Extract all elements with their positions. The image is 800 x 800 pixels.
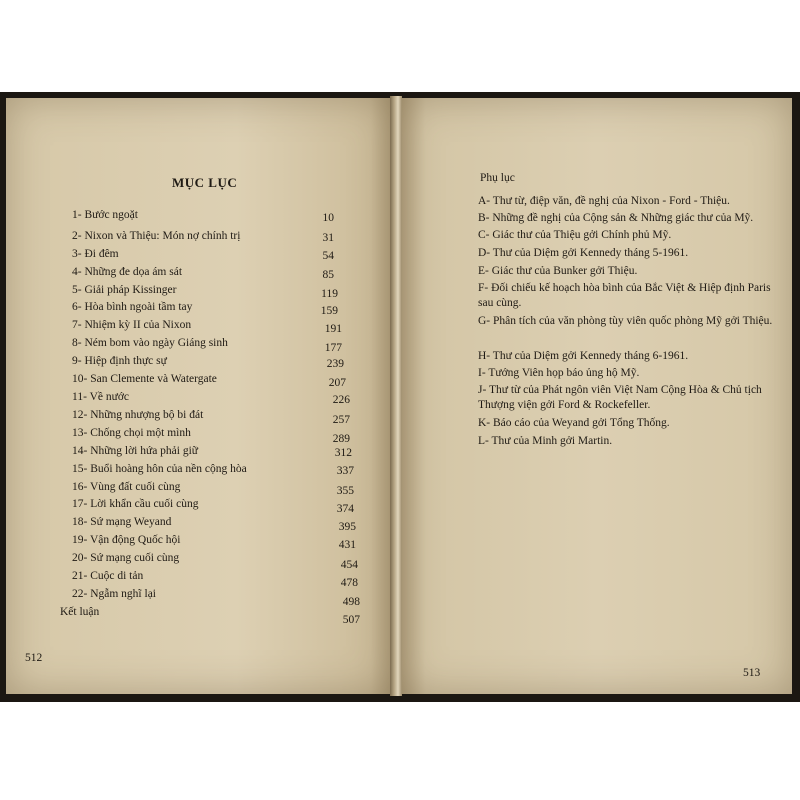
toc-entry-page: 10 [322,212,334,224]
toc-entry-page: 337 [336,465,354,477]
toc-entry-page: 31 [322,232,334,244]
toc-entry-label: 21- Cuộc di tản [72,570,144,582]
toc-entry-page: 478 [340,577,358,589]
appendix-item: B- Những đề nghị của Cộng sản & Những giác thư của Mỹ. [478,212,754,224]
appendix-item: E- Giác thư của Bunker gởi Thiệu. [478,265,638,277]
appendix-item: L- Thư của Minh gởi Martin. [478,435,613,447]
toc-entry-page: 289 [332,433,350,445]
appendix-item: K- Báo cáo của Weyand gởi Tổng Thống. [478,417,670,429]
appendix-item: I- Tướng Viên họp báo ủng hộ Mỹ. [478,367,640,379]
toc-entry-page: 431 [338,539,356,551]
toc-entry-page: 239 [326,358,344,370]
toc-entry-page: 312 [334,447,352,459]
appendix-item: F- Đối chiếu kế hoạch hòa bình của Bắc Việt & Hiệp định Paris sau cùng. [478,282,771,309]
toc-entry-page: 498 [342,596,360,608]
toc-entry-page: 54 [322,250,334,262]
appendix-title: Phụ lục [480,172,515,184]
appendix-item: H- Thư của Diệm gởi Kennedy tháng 6-1961. [478,350,689,362]
toc-entry-page: 207 [328,377,346,389]
toc-entry-label: 1- Bước ngoặt [72,209,138,221]
toc-entry-page: 257 [332,414,350,426]
toc-entry-page: 355 [336,485,354,497]
right-page [402,98,792,694]
toc-title: MỤC LỤC [172,175,238,190]
toc-entry-label: 5- Giải pháp Kissinger [72,284,177,296]
toc-entry-label: 6- Hòa bình ngoài tầm tay [72,301,193,313]
toc-entry-label: Kết luận [60,606,100,618]
appendix-item: A- Thư từ, điệp văn, đề nghị của Nixon - Ford - Thiệu. [478,195,730,207]
toc-list [6,98,390,694]
toc-entry-label: 17- Lời khẩn cầu cuối cùng [72,498,199,510]
toc-entry-page: 395 [338,521,356,533]
toc-entry-page: 119 [321,288,338,300]
toc-entry-label: 7- Nhiệm kỳ II của Nixon [72,319,192,331]
toc-entry-label: 20- Sứ mạng cuối cùng [72,552,180,564]
toc-entry-label: 2- Nixon và Thiệu: Món nợ chính trị [72,230,241,242]
toc-entry-label: 12- Những nhượng bộ bi đát [72,409,204,421]
right-page-number: 513 [743,667,761,679]
toc-entry-page: 226 [332,394,350,406]
appendix-item: J- Thư từ của Phát ngôn viên Việt Nam Cộng Hòa & Chủ tịch Thượng viện gởi Ford & Rockefeller. [478,384,762,411]
toc-entry-page: 159 [320,305,338,317]
appendix-item: D- Thư của Diệm gởi Kennedy tháng 5-1961. [478,247,689,259]
toc-entry-label: 3- Đi đêm [72,248,119,260]
toc-entry-page: 177 [324,342,342,354]
toc-entry-label: 19- Vận động Quốc hội [72,534,181,546]
toc-entry-label: 10- San Clemente và Watergate [72,373,217,385]
toc-entry-label: 11- Về nước [72,391,130,403]
toc-entry-label: 22- Ngẫm nghĩ lại [72,588,156,600]
toc-entry-page: 374 [336,503,354,515]
toc-entry-label: 15- Buổi hoàng hôn của nền cộng hòa [72,463,247,475]
toc-entry-page: 191 [324,323,342,335]
appendix-item: C- Giác thư của Thiệu gởi Chính phủ Mỹ. [478,229,672,241]
toc-entry-label: 9- Hiệp định thực sự [72,355,167,367]
toc-entry-label: 16- Vùng đất cuối cùng [72,481,181,493]
toc-entry-label: 8- Ném bom vào ngày Giáng sinh [72,337,228,349]
left-page [6,98,391,694]
book-spine [390,96,402,696]
appendix-item: G- Phân tích của văn phòng tùy viên quốc phòng Mỹ gởi Thiệu. [478,315,773,327]
toc-entry-label: 4- Những đe dọa ám sát [72,266,183,278]
toc-entry-page: 85 [322,269,334,281]
toc-entry-page: 507 [342,614,360,626]
left-page-number: 512 [25,652,43,664]
toc-entry-page: 454 [340,559,358,571]
toc-entry-label: 14- Những lời hứa phải giữ [72,445,199,457]
toc-entry-label: 13- Chống chọi một mình [72,427,191,439]
toc-entry-label: 18- Sứ mạng Weyand [72,516,172,528]
